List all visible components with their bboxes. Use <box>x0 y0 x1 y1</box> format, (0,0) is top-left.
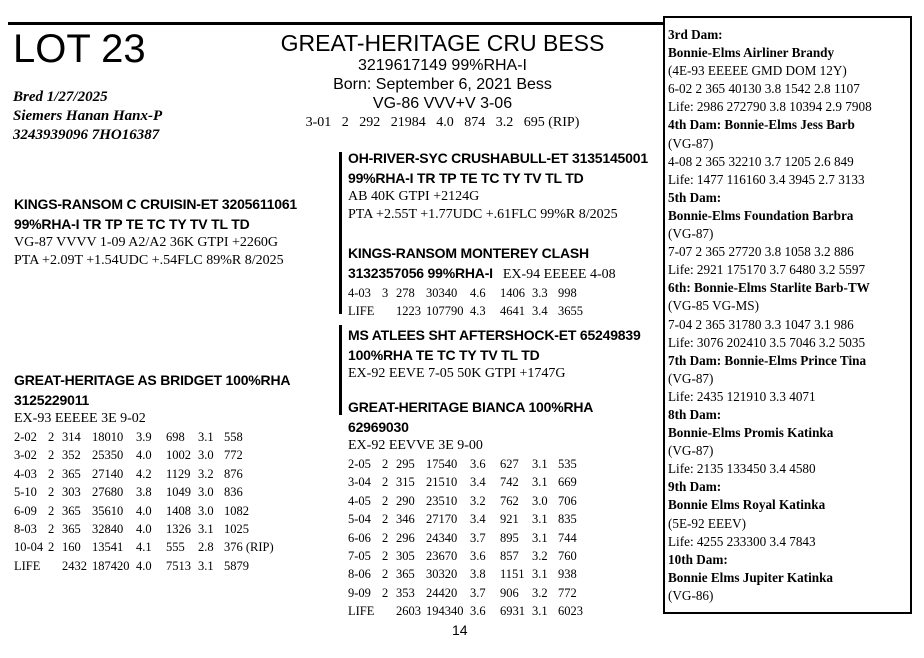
record-p: 3.4 <box>532 304 548 319</box>
record-n <box>382 302 396 320</box>
record-p: 3.1 <box>198 430 214 444</box>
animal-born: Born: September 6, 2021 Bess <box>333 76 552 93</box>
dam-dam-records <box>348 455 593 621</box>
record-d: 290 <box>396 493 415 508</box>
ancestor-dam-line: Life: 3076 202410 3.5 7046 3.2 5035 <box>668 334 866 350</box>
record-p: 3.3 <box>532 286 548 300</box>
record-milk: 21510 <box>426 475 458 490</box>
animal-name: GREAT-HERITAGE CRU BESS <box>280 30 605 56</box>
record-d: 160 <box>62 540 81 555</box>
record-milk: 13541 <box>92 540 124 555</box>
record-fl: 1326 <box>166 522 191 537</box>
record-d: 365 <box>396 567 415 582</box>
dam-sire-tags: 100%RHA TE TC TY TV TL TD <box>348 347 540 363</box>
sire-dam-name: KINGS-RANSOM MONTEREY CLASH <box>348 245 589 261</box>
ancestor-dam-line: (VG-87) <box>668 443 714 459</box>
record-n: 2 <box>48 430 55 444</box>
record-f: 4.0 <box>136 522 152 537</box>
lot-number: LOT 23 <box>13 27 146 71</box>
dam-dam-block <box>348 397 593 621</box>
record-fl: 906 <box>500 585 519 600</box>
ancestor-dam-line: Life: 2986 272790 3.8 10394 2.9 7908 <box>668 99 872 115</box>
record-n: 2 <box>382 475 389 490</box>
ancestor-dam-line: (4E-93 EEEEE GMD DOM 12Y) <box>668 63 847 79</box>
record-row <box>348 602 593 620</box>
top-rule <box>8 22 664 25</box>
record-pl: 835 <box>558 512 577 527</box>
record-date: 2-02 <box>14 430 37 444</box>
record-date: LIFE <box>348 304 375 319</box>
record-date: 3-04 <box>348 475 371 490</box>
record-p: 3.2 <box>198 466 214 481</box>
record-milk: 27140 <box>92 466 124 481</box>
record-date: 4-05 <box>348 493 371 508</box>
record-fl: 4641 <box>500 304 525 319</box>
record-date: 4-03 <box>14 466 37 481</box>
record-d: 303 <box>62 485 81 500</box>
animal-header <box>250 30 635 133</box>
dam-sire-block <box>348 325 641 383</box>
record-row <box>14 465 290 483</box>
record-n: 2 <box>48 503 55 518</box>
ancestor-dam-line: Life: 4255 233300 3.4 7843 <box>668 533 816 549</box>
ancestor-dam-line: 10th Dam: <box>668 551 728 567</box>
record-pl: 706 <box>558 493 577 508</box>
dam-records <box>14 428 290 575</box>
record-pl: 876 <box>224 466 243 481</box>
record-date: 5-10 <box>14 485 37 500</box>
sire-sire-block <box>348 148 648 224</box>
ancestor-dam-line: 7-07 2 365 27720 3.8 1058 3.2 886 <box>668 244 854 260</box>
sire-dam-records <box>348 284 616 321</box>
dam-sire-name: MS ATLEES SHT AFTERSHOCK-ET 65249839 <box>348 327 641 343</box>
record-fl: 555 <box>166 540 185 555</box>
ancestor-dam-line: 9th Dam: <box>668 479 722 495</box>
record-milk: 107790 <box>426 304 464 319</box>
sire-dam-score: EX-94 EEEEE 4-08 <box>502 267 616 282</box>
record-f: 4.0 <box>136 558 152 573</box>
record-f: 3.6 <box>470 604 486 619</box>
record-d: 315 <box>396 475 415 490</box>
record-fl: 895 <box>500 530 519 545</box>
record-p: 3.1 <box>532 567 548 582</box>
record-row <box>14 502 290 520</box>
record-pl: 3655 <box>558 304 583 319</box>
ancestor-dam-line: (VG-85 VG-MS) <box>668 298 759 314</box>
record-fl: 857 <box>500 549 519 564</box>
record-pl: 998 <box>558 286 577 300</box>
record-d: 365 <box>62 503 81 518</box>
record-fl: 7513 <box>166 558 191 573</box>
ancestor-dam-line: Bonnie Elms Royal Katinka <box>668 497 826 513</box>
record-milk: 17540 <box>426 457 458 471</box>
record-d: 278 <box>396 286 415 300</box>
record-fl: 762 <box>500 493 519 508</box>
record-p: 3.2 <box>532 549 548 564</box>
ancestor-dam-line: 8th Dam: <box>668 406 722 422</box>
record-row <box>348 565 593 583</box>
record-n: 2 <box>48 485 55 500</box>
record-milk: 35610 <box>92 503 124 518</box>
record-fl: 1129 <box>166 466 191 481</box>
ancestor-dam-line: 3rd Dam: <box>668 27 723 42</box>
record-f: 3.4 <box>470 512 486 527</box>
record-fl: 1002 <box>166 448 191 463</box>
record-n: 2 <box>382 530 389 545</box>
page-number: 14 <box>452 622 468 638</box>
record-fl: 921 <box>500 512 519 527</box>
record-pl: 836 <box>224 485 243 500</box>
ancestor-dam-line: Life: 2435 121910 3.3 4071 <box>668 388 816 404</box>
record-n: 2 <box>382 493 389 508</box>
record-date: 4-03 <box>348 286 371 300</box>
record-pl: 1025 <box>224 522 249 537</box>
record-fl: 1408 <box>166 503 191 518</box>
record-row <box>14 446 290 464</box>
record-f: 4.6 <box>470 286 486 300</box>
record-row <box>348 284 616 302</box>
record-f: 3.6 <box>470 549 486 564</box>
record-fl: 1049 <box>166 485 191 500</box>
record-milk: 24420 <box>426 585 458 600</box>
sire-tags: 99%RHA-I TR TP TE TC TY TV TL TD <box>14 216 250 232</box>
record-n: 2 <box>48 522 55 537</box>
sire-line-1: VG-87 VVVV 1-09 A2/A2 36K GTPI +2260G <box>14 235 279 250</box>
dam-dam-name: GREAT-HERITAGE BIANCA 100%RHA <box>348 399 594 415</box>
sire-dam-reg: 3132357056 99%RHA-I <box>348 265 493 281</box>
record-f: 3.4 <box>470 475 486 490</box>
record-pl: 558 <box>224 430 243 444</box>
sire-sire-name: OH-RIVER-SYC CRUSHABULL-ET 3135145001 <box>348 150 648 166</box>
record-n: 2 <box>48 448 55 463</box>
record-pl: 376 (RIP) <box>224 540 274 555</box>
animal-score: VG-86 VVV+V 3-06 <box>372 95 513 112</box>
record-d: 2603 <box>396 604 421 619</box>
ancestor-dam-line: 6th: Bonnie-Elms Starlite Barb-TW <box>668 280 870 296</box>
record-f: 3.2 <box>470 493 486 508</box>
ancestor-dam-line: (VG-87) <box>668 135 714 151</box>
record-p: 3.1 <box>532 604 548 619</box>
ancestor-dam-line: 5th Dam: <box>668 189 722 205</box>
record-row <box>348 455 593 473</box>
record-milk: 27170 <box>426 512 458 527</box>
record-d: 295 <box>396 457 415 471</box>
record-p: 3.1 <box>532 457 548 471</box>
record-n <box>382 602 396 620</box>
record-pl: 669 <box>558 475 577 490</box>
record-fl: 627 <box>500 457 519 471</box>
record-row <box>348 302 616 320</box>
record-p: 3.0 <box>198 448 214 463</box>
ancestor-dam-line: Life: 1477 116160 3.4 3945 2.7 3133 <box>668 171 865 187</box>
sire-sire-line-1: AB 40K GTPI +2124G <box>348 189 480 204</box>
record-date: 5-04 <box>348 512 371 527</box>
record-row <box>14 428 290 446</box>
ancestor-dam-line: 6-02 2 365 40130 3.8 1542 2.8 1107 <box>668 81 860 97</box>
record-date: 8-03 <box>14 522 37 537</box>
record-p: 3.1 <box>532 530 548 545</box>
ancestor-dam-line: Bonnie Elms Jupiter Katinka <box>668 569 833 585</box>
ancestor-dam-line: (5E-92 EEEV) <box>668 515 746 531</box>
record-pl: 5879 <box>224 558 249 573</box>
record-row <box>14 520 290 538</box>
record-row <box>14 557 290 575</box>
ancestor-dam-line: 7-04 2 365 31780 3.3 1047 3.1 986 <box>668 316 854 332</box>
record-date: 8-06 <box>348 567 371 582</box>
dam-sire-line-1: EX-92 EEVE 7-05 50K GTPI +1747G <box>348 366 566 381</box>
record-pl: 760 <box>558 549 577 564</box>
record-pl: 1082 <box>224 503 249 518</box>
service-sire-reg: 3243939096 7HO16387 <box>13 127 160 143</box>
record-d: 314 <box>62 430 81 444</box>
record-milk: 23510 <box>426 493 458 508</box>
bred-date: Bred 1/27/2025 <box>13 89 108 105</box>
record-n: 2 <box>382 457 389 471</box>
record-n: 2 <box>382 512 389 527</box>
record-pl: 772 <box>224 448 243 463</box>
breeding-info <box>13 88 162 145</box>
record-p: 3.1 <box>198 558 214 573</box>
record-row <box>14 483 290 501</box>
record-pl: 744 <box>558 530 577 545</box>
record-p: 3.0 <box>198 503 214 518</box>
service-sire: Siemers Hanan Hanx-P <box>13 108 163 124</box>
record-milk: 32840 <box>92 522 124 537</box>
ancestor-dam-line: (VG-87) <box>668 226 714 242</box>
record-f: 3.8 <box>136 485 152 500</box>
record-pl: 772 <box>558 585 577 600</box>
dam-dam-score: EX-92 EEVVE 3E 9-00 <box>348 438 483 453</box>
record-n: 2 <box>382 549 389 564</box>
record-f: 4.2 <box>136 466 152 481</box>
record-d: 346 <box>396 512 415 527</box>
record-d: 305 <box>396 549 415 564</box>
dam-bracket-line <box>339 325 342 415</box>
ancestor-dam-line: (VG-87) <box>668 370 714 386</box>
record-milk: 194340 <box>426 604 464 619</box>
sire-name: KINGS-RANSOM C CRUISIN-ET 3205611061 <box>14 196 297 212</box>
record-milk: 23670 <box>426 549 458 564</box>
record-row <box>348 492 593 510</box>
record-pl: 535 <box>558 457 577 471</box>
record-pl: 6023 <box>558 604 583 619</box>
record-p: 2.8 <box>198 540 214 555</box>
record-d: 1223 <box>396 304 421 319</box>
record-n: 2 <box>48 466 55 481</box>
record-date: LIFE <box>348 604 375 619</box>
dam-block <box>14 370 290 575</box>
record-fl: 1151 <box>500 567 525 582</box>
record-p: 3.2 <box>532 585 548 600</box>
ancestor-dam-line: Bonnie-Elms Airliner Brandy <box>668 45 835 61</box>
record-pl: 938 <box>558 567 577 582</box>
ancestor-dam-line: Life: 2921 175170 3.7 6480 3.2 5597 <box>668 262 866 278</box>
ancestor-dam-line: Bonnie-Elms Promis Katinka <box>668 425 834 441</box>
dam-reg: 3125229011 <box>14 392 90 408</box>
sire-block <box>14 194 297 270</box>
record-p: 3.1 <box>198 522 214 537</box>
record-f: 4.1 <box>136 540 152 555</box>
record-p: 3.0 <box>198 485 214 500</box>
record-f: 3.9 <box>136 430 152 444</box>
ancestor-dam-line: 7th Dam: Bonnie-Elms Prince Tina <box>668 352 867 368</box>
ancestor-dam-line: Life: 2135 133450 3.4 4580 <box>668 461 816 477</box>
dam-score: EX-93 EEEEE 3E 9-02 <box>14 411 146 426</box>
record-date: 3-02 <box>14 448 37 463</box>
record-p: 3.1 <box>532 512 548 527</box>
record-row <box>348 547 593 565</box>
dam-name: GREAT-HERITAGE AS BRIDGET 100%RHA <box>14 372 291 388</box>
record-p: 3.0 <box>532 493 548 508</box>
record-d: 365 <box>62 466 81 481</box>
record-d: 2432 <box>62 558 87 573</box>
record-d: 353 <box>396 585 415 600</box>
record-fl: 698 <box>166 430 185 444</box>
record-n: 2 <box>382 585 389 600</box>
sire-line-2: PTA +2.09T +1.54UDC +.54FLC 89%R 8/2025 <box>14 253 284 268</box>
animal-record: 3-01 2 292 21984 4.0 874 3.2 695 (RIP) <box>305 115 580 130</box>
ancestor-dam-line: 4th Dam: Bonnie-Elms Jess Barb <box>668 117 855 133</box>
record-p: 3.1 <box>532 475 548 490</box>
record-date: 6-09 <box>14 503 37 518</box>
record-row <box>348 510 593 528</box>
sire-sire-line-2: PTA +2.55T +1.77UDC +.61FLC 99%R 8/2025 <box>348 207 618 222</box>
record-date: 2-05 <box>348 457 371 471</box>
record-milk: 24340 <box>426 530 458 545</box>
record-fl: 6931 <box>500 604 525 619</box>
record-milk: 30320 <box>426 567 458 582</box>
record-d: 365 <box>62 522 81 537</box>
ancestor-dam-line: Bonnie-Elms Foundation Barbra <box>668 207 854 223</box>
record-milk: 18010 <box>92 430 124 444</box>
record-f: 3.7 <box>470 530 486 545</box>
record-milk: 25350 <box>92 448 124 463</box>
record-row <box>14 538 290 556</box>
dam-dam-reg: 62969030 <box>348 419 409 435</box>
record-date: LIFE <box>14 558 41 573</box>
record-n: 2 <box>48 540 55 555</box>
ancestor-dam-line: (VG-86) <box>668 587 714 603</box>
record-fl: 742 <box>500 475 519 490</box>
record-f: 3.8 <box>470 567 486 582</box>
record-milk: 30340 <box>426 286 458 300</box>
record-row <box>348 584 593 602</box>
record-f: 4.0 <box>136 503 152 518</box>
record-d: 352 <box>62 448 81 463</box>
sire-dam-block <box>348 243 616 321</box>
record-milk: 27680 <box>92 485 124 500</box>
ancestor-dams-list <box>668 26 872 605</box>
record-date: 7-05 <box>348 549 371 564</box>
record-row <box>348 473 593 491</box>
ancestor-dam-line: 4-08 2 365 32210 3.7 1205 2.6 849 <box>668 153 854 169</box>
sire-sire-tags: 99%RHA-I TR TP TE TC TY TV TL TD <box>348 170 584 186</box>
record-f: 4.3 <box>470 304 486 319</box>
record-date: 10-04 <box>14 540 44 555</box>
record-milk: 187420 <box>92 558 130 573</box>
record-f: 4.0 <box>136 448 152 463</box>
record-row <box>348 529 593 547</box>
record-fl: 1406 <box>500 286 525 300</box>
record-n: 2 <box>382 567 389 582</box>
record-n <box>48 557 62 575</box>
record-date: 6-06 <box>348 530 371 545</box>
record-f: 3.6 <box>470 457 486 471</box>
animal-reg: 3219617149 99%RHA-I <box>357 57 527 74</box>
record-d: 296 <box>396 530 415 545</box>
record-n: 3 <box>382 286 389 300</box>
sire-bracket-line <box>339 152 342 314</box>
record-f: 3.7 <box>470 585 486 600</box>
record-date: 9-09 <box>348 585 371 600</box>
